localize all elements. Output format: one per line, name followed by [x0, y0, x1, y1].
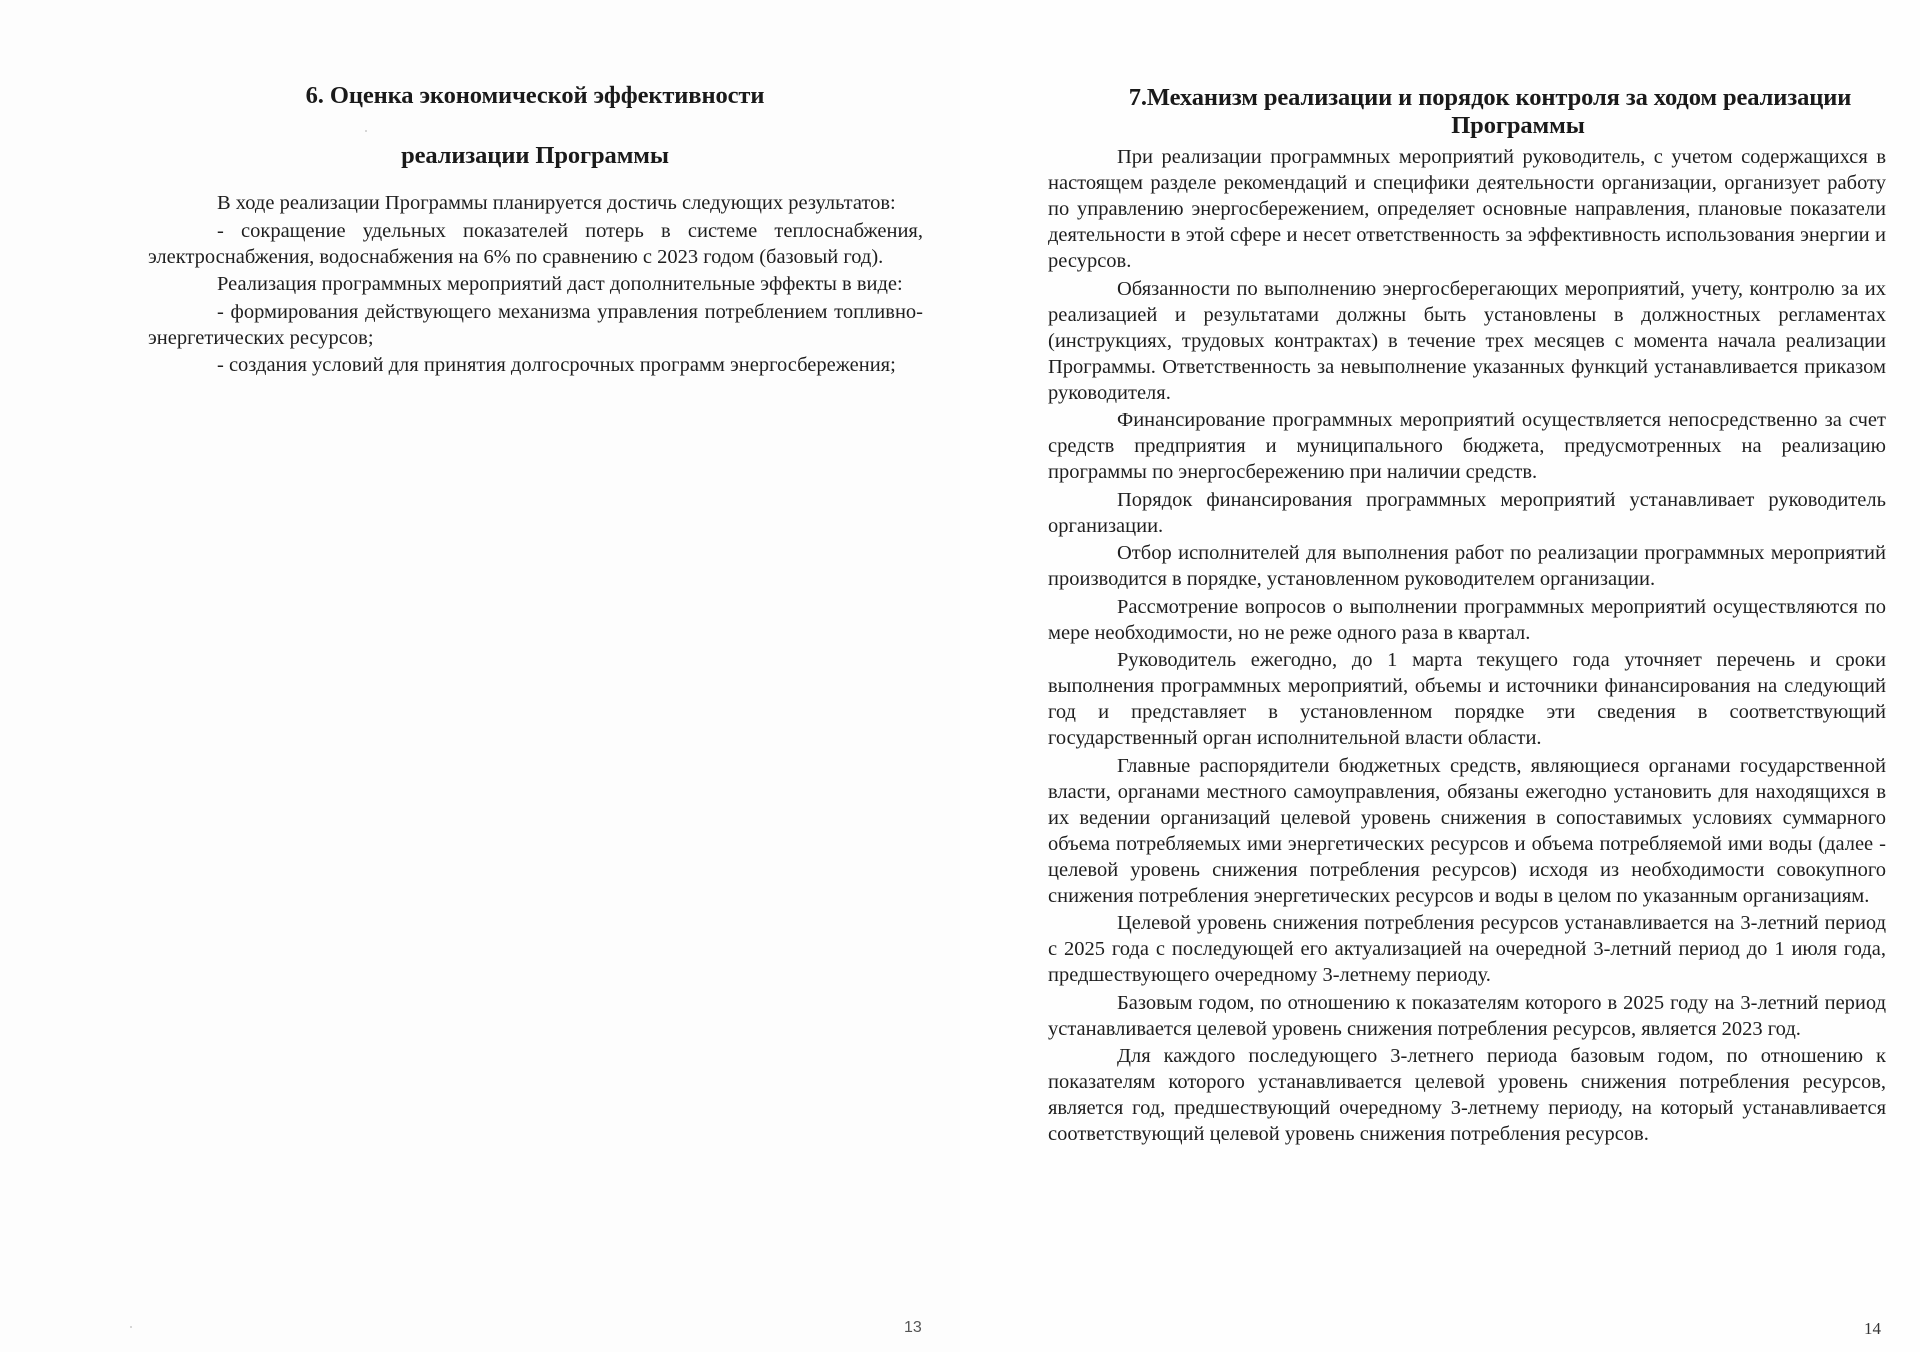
paragraph: Рассмотрение вопросов о выполнении программных мероприятий осуществляются по мере необходимости, но не реже одного раза в квартал. [1048, 595, 1886, 644]
paragraph: Целевой уровень снижения потребления ресурсов устанавливается на 3-летний период с 2025 года с последующей его актуализацией на очередной 3-летний период до 1 июля года, предшествующего очередному 3-летнему периоду. [1048, 912, 1886, 986]
page-number-right: 14 [1864, 1319, 1881, 1338]
section-7-heading-line2: Программы [1451, 112, 1585, 139]
paragraph: Реализация программных мероприятий даст дополнительные эффекты в виде: [217, 273, 903, 295]
paragraph: - создания условий для принятия долгосрочных программ энергосбережения; [217, 354, 896, 376]
paragraph: В ходе реализации Программы планируется достичь следующих результатов: [217, 192, 896, 214]
left-page-body [148, 190, 923, 380]
paragraph: Финансирование программных мероприятий осуществляется непосредственно за счет средств предприятия и муниципального бюджета, предусмотренных на реализацию программы по энергосбережению при наличии средств. [1048, 409, 1886, 483]
section-6-heading-line1: 6. Оценка экономической эффективности [305, 82, 765, 109]
paragraph: При реализации программных мероприятий руководитель, с учетом содержащихся в настоящем разделе рекомендаций и специфики деятельности организации, организует работу по управлению энергосбережением, определяет основные направления, плановые показатели деятельности в этой сфере и несет ответственность за эффективность использования энергии и ресурсов. [1048, 146, 1886, 272]
paragraph: - формирования действующего механизма управления потреблением топливно-энергетических ресурсов; [148, 300, 923, 349]
right-page-body [1048, 144, 1886, 1149]
paragraph: - сокращение удельных показателей потерь в системе теплоснабжения, электроснабжения, водоснабжения на 6% по сравнению с 2023 годом (базовый год). [148, 219, 923, 268]
section-7-heading-line1: 7.Механизм реализации и порядок контроля за ходом реализации [1128, 84, 1852, 111]
paragraph: Отбор исполнителей для выполнения работ по реализации программных мероприятий производится в порядке, установленном руководителем организации. [1048, 542, 1886, 590]
section-6-heading-line2: реализации Программы [401, 142, 669, 169]
section-7-heading [1085, 84, 1895, 140]
paragraph: Обязанности по выполнению энергосберегающих мероприятий, учету, контролю за их реализацией и результатами должны быть установлены в должностных регламентах (инструкциях, трудовых контрактах) в течение трех месяцев с момента начала реализации Программы. Ответственность за невыполнение указанных функций устанавливается приказом руководителя. [1048, 277, 1886, 404]
paragraph: Для каждого последующего 3-летнего периода базовым годом, по отношению к показателям которого устанавливается целевой уровень снижения потребления ресурсов, является год, предшествующий очередному 3-летнему периоду, на который устанавливается соответствующий целевой уровень снижения потребления ресурсов. [1048, 1045, 1886, 1145]
paragraph: Главные распорядители бюджетных средств, являющиеся органами государственной власти, органами местного самоуправления, обязаны ежегодно установить для находящихся в их ведении организаций целевой уровень снижения в сопоставимых условиях суммарного объема потребляемых ими энергетических ресурсов и объема потребляемой ими воды (далее - целевой уровень снижения потребления ресурсов) исходя из необходимости совокупного снижения потребления энергетических ресурсов и воды в целом по указанным организациям. [1048, 754, 1886, 907]
paragraph: Порядок финансирования программных мероприятий устанавливает руководитель организации. [1048, 488, 1886, 537]
paragraph: Руководитель ежегодно, до 1 марта текущего года уточняет перечень и сроки выполнения программных мероприятий, объемы и источники финансирования на следующий год и представляет в установленном порядке эти сведения в соответствующий государственный орган исполнительной власти области. [1048, 649, 1886, 749]
page-number-left: 13 [904, 1319, 922, 1336]
scan-speck [365, 130, 367, 132]
scan-speck [130, 1326, 132, 1328]
paragraph: Базовым годом, по отношению к показателям которого в 2025 году на 3-летний период устанавливается целевой уровень снижения потребления ресурсов, является 2023 год. [1048, 991, 1886, 1040]
